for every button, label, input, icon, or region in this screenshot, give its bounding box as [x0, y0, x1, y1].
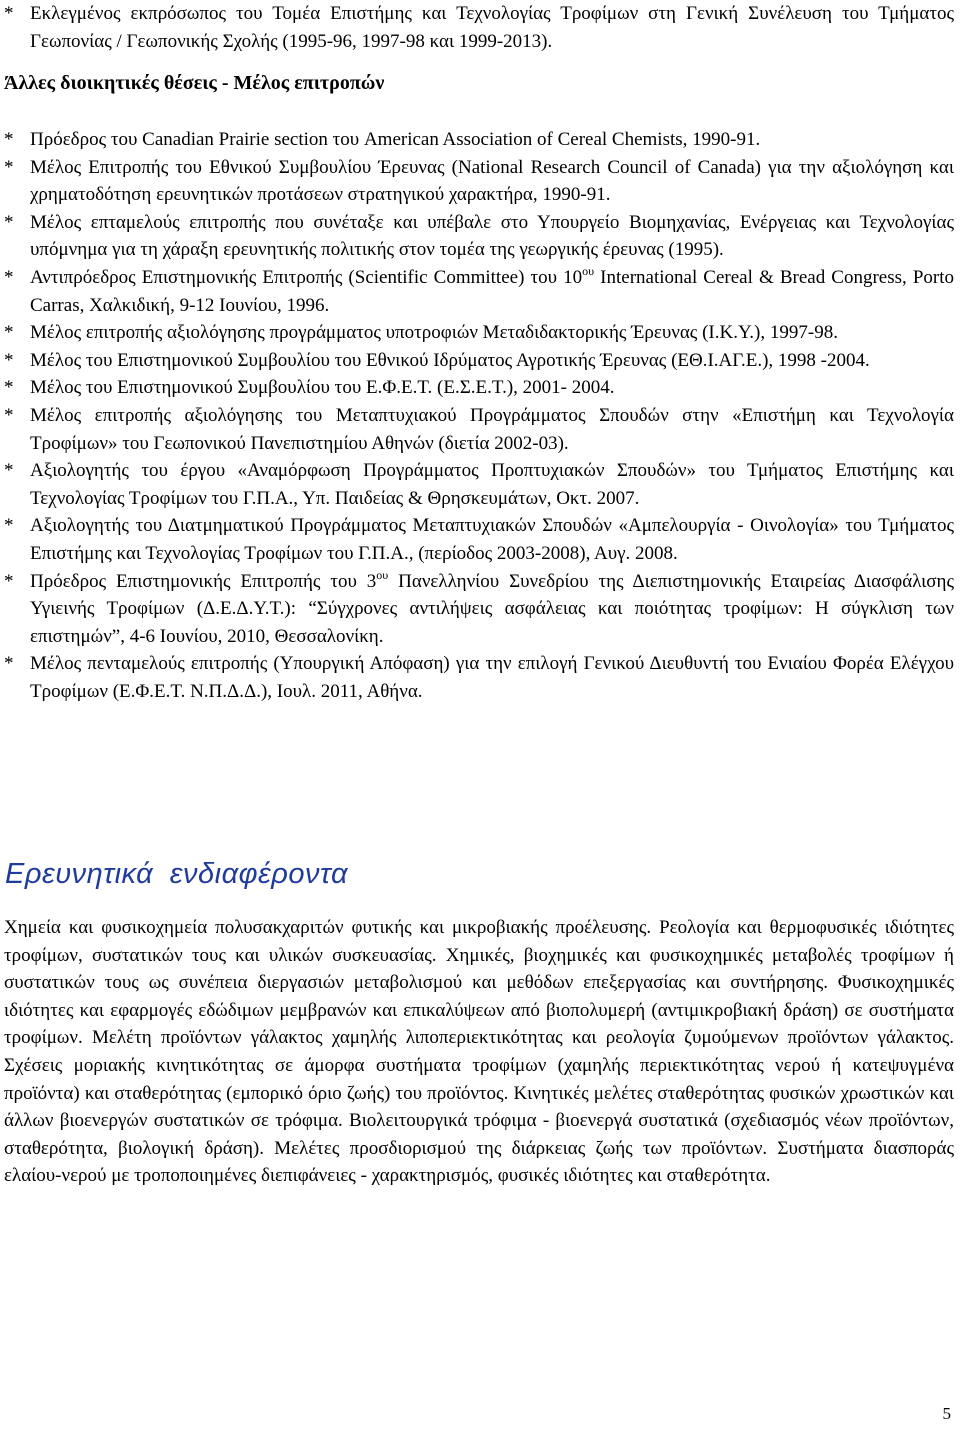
section-heading: Άλλες διοικητικές θέσεις - Μέλος επιτροπών	[4, 72, 385, 94]
list-item	[0, 568, 954, 651]
list-item-text: Αξιολογητής του έργου «Αναμόρφωση Προγράμματος Προπτυχιακών Σπουδών» του Τμήματος Επιστήμης και Τεχνολογίας Τροφίμων του Γ.Π.Α., Υπ. Παιδείας & Θρησκευμάτων, Οκτ. 2007.	[30, 460, 954, 509]
list-item-text: Μέλος πενταμελούς επιτροπής (Υπουργική Απόφαση) για την επιλογή Γενικού Διευθυντή του Ενιαίου Φορέα Ελέγχου Τροφίμων (Ε.Φ.Ε.Τ. Ν.Π.Δ.Δ.), Ιουλ. 2011, Αθήνα.	[30, 653, 954, 702]
bullet-marker: *	[4, 322, 14, 344]
list-item	[0, 512, 954, 567]
bullet-marker: *	[4, 460, 14, 482]
text-after-superscript: International Cereal & Bread Congress, Porto Carras, Χαλκιδική, 9-12 Ιουνίου, 1996.	[30, 266, 954, 316]
list-item	[0, 319, 954, 347]
list-item-text: Πρόεδρος του Canadian Prairie section του American Association of Cereal Chemists, 1990-91.	[30, 129, 761, 150]
bullet-marker: *	[4, 156, 14, 178]
research-interests-paragraph: Χημεία και φυσικοχημεία πολυσακχαριτών φυτικής και μικροβιακής προέλευσης. Ρεολογία και θερμοφυσικές ιδιότητες τροφίμων, συστατικών τους και υλικών συσκευασίας. Χημικές, βιοχημικές και φυσικοχημικές μεταβολές τροφίμων ή συστατικών τους ως συνέπεια διεργασιών μεταβολισμού και μεθόδων επεξεργασίας και συντήρησης. Φυσικοχημικές ιδιότητες και εφαρμογές εδώδιμων μεμβρανών και επικαλύψεων από βιοπολυμερή (αντιμικροβιακή δράση) σε συστήματα τροφίμων. Μελέτη προϊόντων γάλακτος χαμηλής λιποπεριεκτικότητας και ρεολογία ζυμούμενων προϊόντων γάλακτος. Σχέσεις μοριακής κινητικότητας σε άμορφα συστήματα τροφίμων (χαμηλής περιεκτικότητας νερού ή κατεψυγμένα προϊόντα) και σταθερότητας (εμπορικό όριο ζωής) του προϊόντος. Κινητικές μελέτες σταθερότητας φυσικών χρωστικών και άλλων βιοενεργών συστατικών σε τρόφιμα. Βιολειτουργικά τρόφιμα - βιοενεργά συστατικά (σχεδιασμός νέων προϊόντων, σταθερότητα, βιολογική δράση). Μελέτες προσδιορισμού της διάρκειας ζωής των προϊόντων. Συστήματα διασποράς ελαίου-νερού με τροποποιημένες διεπιφάνειες - χαρακτηρισμός, φυσικές ιδιότητες και σταθερότητα.	[4, 917, 954, 1187]
bullet-marker: *	[4, 349, 14, 371]
list-item-text: Αξιολογητής του Διατμηματικού Προγράμματος Μεταπτυχιακών Σπουδών «Αμπελουργία - Οινολογία» του Τμήματος Επιστήμης και Τεχνολογίας Τροφίμων του Γ.Π.Α., (περίοδος 2003-2008), Αυγ. 2008.	[30, 515, 954, 564]
bullet-marker: *	[4, 515, 14, 537]
page-number: 5	[942, 1404, 951, 1423]
list-item	[0, 374, 954, 402]
list-item-text	[30, 568, 954, 651]
research-interests-heading: Ερευνητικά ενδιαφέροντα	[5, 858, 348, 890]
list-item-text: Μέλος του Επιστημονικού Συμβουλίου του Ε.Φ.Ε.Τ. (Ε.Σ.Ε.Τ.), 2001- 2004.	[30, 377, 615, 399]
list-item-text: Εκλεγμένος εκπρόσωπος του Τομέα Επιστήμης και Τεχνολογίας Τροφίμων στη Γενική Συνέλευση του Τμήματος Γεωπονίας / Γεωπονικής Σχολής (1995-96, 1997-98 και 1999-2013).	[30, 3, 954, 52]
bullet-marker: *	[4, 404, 14, 426]
list-item-text: Μέλος επιτροπής αξιολόγησης του Μεταπτυχιακού Προγράμματος Σπουδών στην «Επιστήμη και Τεχνολογία Τροφίμων» του Γεωπονικού Πανεπιστημίου Αθηνών (διετία 2002-03).	[30, 404, 954, 454]
list-item-text	[30, 264, 954, 319]
text-before-superscript: Αντιπρόεδρος Επιστημονικής Επιτροπής (Scientific Committee) του 10	[30, 266, 583, 288]
text-after-superscript: Πανελληνίου Συνεδρίου της Διεπιστημονικής Εταιρείας Διασφάλισης Υγιεινής Τροφίμων (Δ.Ε.Δ.Υ.Τ.): “Σύγχρονες αντιλήψεις ασφάλειας και ποιότητας τροφίμων: Η σύγκλιση των επιστημών”, 4-6 Ιουνίου, 2010, Θεσσαλονίκη.	[30, 570, 954, 647]
list-item	[0, 347, 954, 375]
bullet-marker: *	[4, 129, 14, 150]
bullet-marker: *	[4, 3, 14, 24]
list-item-text: Μέλος Επιτροπής του Εθνικού Συμβουλίου Έρευνας (National Research Council of Canada) για την αξιολόγηση και χρηματοδότηση ερευνητικών προτάσεων στρατηγικού χαρακτήρα, 1990-91.	[30, 156, 954, 206]
ordinal-superscript: ου	[376, 567, 389, 582]
list-item-text: Μέλος επταμελούς επιτροπής που συνέταξε και υπέβαλε στο Υπουργείο Βιομηχανίας, Ενέργειας και Τεχνολογίας υπόμνημα για τη χάραξη ερευνητικής πολιτικής στον τομέα της γεωργικής έρευνας (1995).	[30, 211, 954, 261]
bullet-marker: *	[4, 377, 14, 399]
list-item	[0, 457, 954, 512]
list-item	[0, 0, 954, 56]
top-bullet-list	[0, 0, 954, 56]
list-item	[0, 126, 954, 154]
list-item	[0, 264, 954, 319]
text-before-superscript: Πρόεδρος Επιστημονικής Επιτροπής του 3	[30, 570, 377, 592]
bullet-marker: *	[4, 653, 14, 675]
ordinal-superscript: ου	[582, 263, 595, 278]
list-item	[0, 402, 954, 457]
committee-list	[0, 126, 954, 705]
bullet-marker: *	[4, 570, 14, 592]
list-item	[0, 650, 954, 705]
bullet-marker: *	[4, 211, 14, 233]
list-item	[0, 209, 954, 264]
list-item	[0, 154, 954, 209]
bullet-marker: *	[4, 266, 14, 288]
list-item-text: Μέλος του Επιστημονικού Συμβουλίου του Εθνικού Ιδρύματος Αγροτικής Έρευνας (ΕΘ.Ι.ΑΓ.Ε.), 1998 -2004.	[30, 349, 870, 371]
list-item-text: Μέλος επιτροπής αξιολόγησης προγράμματος υποτροφιών Μεταδιδακτορικής Έρευνας (Ι.Κ.Υ.), 1997-98.	[30, 322, 838, 344]
